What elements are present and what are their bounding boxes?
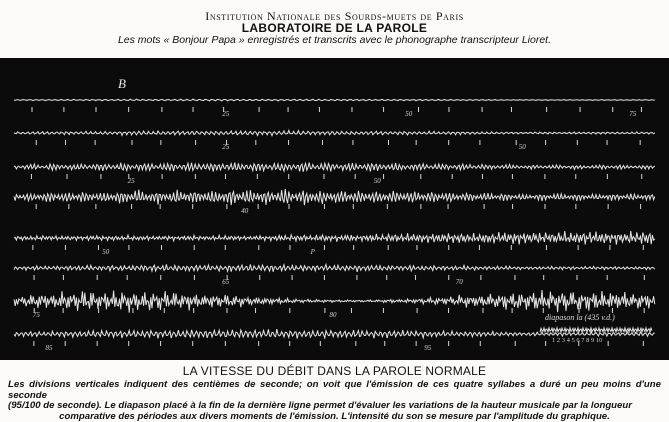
waveform-line: [14, 231, 655, 245]
start-mark: B: [118, 76, 126, 91]
time-label: 95: [424, 344, 432, 352]
time-label: P: [310, 248, 315, 256]
caption-title: LA VITESSE DU DÉBIT DANS LA PAROLE NORMALE: [182, 364, 487, 378]
institution-name: Institution Nationale des Sourds-muets de Paris: [205, 9, 464, 23]
waveform-line: [14, 189, 655, 205]
time-label: 25: [127, 177, 135, 185]
header: [0, 0, 669, 58]
time-label: 75: [629, 110, 637, 118]
time-label: 25: [222, 110, 230, 118]
diapason-trace: [540, 328, 652, 332]
caption-line-1: Les divisions verticales indiquent des centièmes de seconde; on voit que l'émission de ces quatre syllabes a duré un peu moins d'une seconde: [8, 379, 661, 401]
phonograph-tracing-plate: [0, 58, 669, 360]
waveform-line: [14, 99, 655, 101]
time-label: 75: [32, 311, 40, 319]
time-label: 65: [222, 278, 230, 286]
time-label: 70: [455, 278, 463, 286]
waveform-line: [14, 264, 655, 271]
time-label: 80: [329, 311, 337, 319]
time-label: 40: [241, 207, 249, 215]
plate-subtitle: Les mots « Bonjour Papa » enregistrés et transcrits avec le phonographe transcripteur Lioret.: [117, 34, 552, 46]
time-label: 85: [45, 344, 53, 352]
caption-line-3: comparative des périodes aux divers moments de l'émission. L'intensité du son se mesure par l'amplitude du graphique.: [59, 410, 610, 422]
waveform-line: [14, 162, 655, 171]
waveform-line: [14, 290, 655, 313]
diapason-label: diapason la (435 v.d.): [545, 313, 615, 322]
time-label: 25: [222, 143, 230, 151]
diapason-digits: 1 2 3 4 5 6 7 8 9 10: [552, 337, 603, 344]
waveform-line: [14, 130, 655, 135]
time-label: 50: [373, 177, 381, 185]
time-label: 50: [518, 143, 526, 151]
caption-line-2: (95/100 de seconde). Le diapason placé à la fin de la dernière ligne permet d'évaluer les variations de la hauteur musicale par la longueur: [8, 400, 632, 412]
tracing-image: [0, 58, 669, 360]
caption-body: [8, 380, 661, 422]
laboratory-title: LABORATOIRE DE LA PAROLE: [241, 21, 428, 35]
time-label: 50: [405, 110, 413, 118]
time-label: 50: [102, 248, 110, 256]
